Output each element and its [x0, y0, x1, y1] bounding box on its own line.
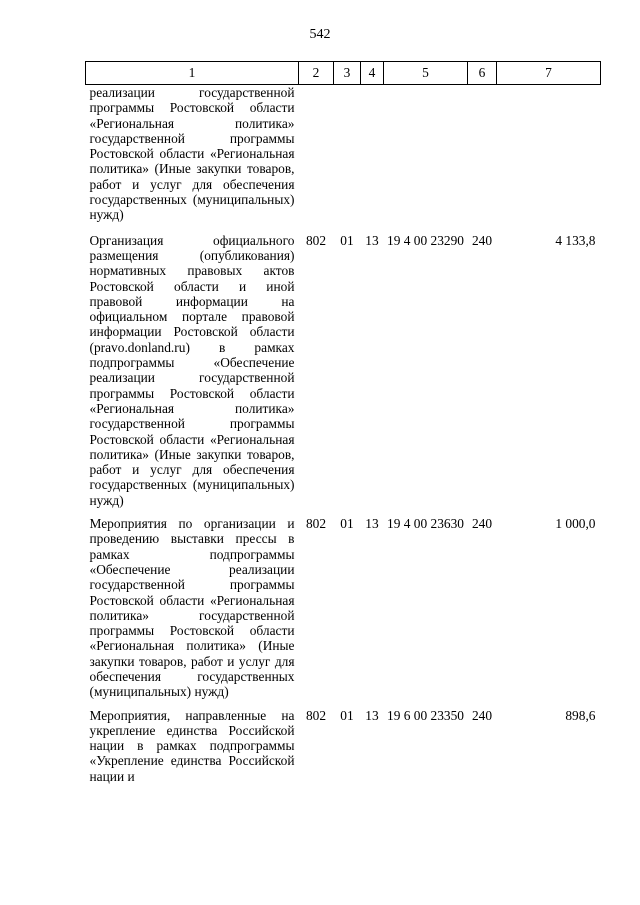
column-header-6: 6: [468, 62, 497, 85]
budget-table: [85, 61, 601, 792]
row-ministry-code: 802: [305, 516, 327, 532]
row-subsection-code: [361, 85, 384, 233]
row-expense-type: 240: [471, 707, 493, 723]
row-target-article: 19 4 00 23630: [387, 516, 464, 532]
row-section-code: [334, 85, 361, 233]
row-section-code: 01: [340, 707, 354, 723]
column-header-3: 3: [334, 62, 361, 85]
column-header-5: 5: [384, 62, 468, 85]
column-header-7: 7: [497, 62, 601, 85]
header-row: [86, 62, 601, 85]
row-amount: 4 133,8: [555, 232, 596, 248]
row-target-article: [384, 85, 468, 233]
row-target-article: 19 4 00 23290: [387, 232, 464, 248]
row-amount: 898,6: [565, 707, 596, 723]
row-name: реализации государственной программы Ростовской области «Региональная политика» государственной программы Ростовской области «Региональная политика» (Иные закупки товаров, работ и услуг для обеспечения государственных (муниципальных) нужд): [89, 85, 295, 223]
row-amount: [497, 85, 601, 233]
row-expense-type: [468, 85, 497, 233]
page-number: 542: [309, 27, 331, 42]
row-subsection-code: 13: [365, 516, 379, 532]
row-ministry-code: 802: [305, 707, 327, 723]
row-subsection-code: 13: [365, 232, 379, 248]
row-name: Мероприятия, направленные на укрепление единства Российской нации в рамках подпрограммы «Укрепление единства Российской нации и: [89, 707, 295, 784]
row-subsection-code: 13: [365, 707, 379, 723]
column-header-2: 2: [299, 62, 334, 85]
row-ministry-code: 802: [305, 232, 327, 248]
row-section-code: 01: [340, 516, 354, 532]
row-expense-type: 240: [471, 232, 493, 248]
column-header-4: 4: [361, 62, 384, 85]
table-row: [86, 85, 601, 233]
row-expense-type: 240: [471, 516, 493, 532]
row-name: Мероприятия по организации и проведению выставки прессы в рамках подпрограммы «Обеспечение реализации государственной программы Ростовской области «Региональная политика» государственной программы Ростовской области «Региональная политика» (Иные закупки товаров, работ и услуг для обеспечения государственных (муниципальных) нужд): [89, 516, 295, 700]
table-row: [86, 516, 601, 708]
row-section-code: 01: [340, 232, 354, 248]
row-amount: 1 000,0: [555, 516, 596, 532]
table-row: [86, 708, 601, 792]
row-ministry-code: [299, 85, 334, 233]
row-target-article: 19 6 00 23350: [387, 707, 464, 723]
table-row: [86, 233, 601, 516]
column-header-1: 1: [86, 62, 299, 85]
row-name: Организация официального размещения (опубликования) нормативных правовых актов Ростовской области и иной правовой информации на официальном портале правовой информации Ростовской области (pravo.donland.ru) в рамках подпрограммы «Обеспечение реализации государственной программы Ростовской области «Региональная политика» государственной программы Ростовской области «Региональная политика» (Иные закупки товаров, работ и услуг для обеспечения государственных (муниципальных) нужд): [89, 232, 295, 508]
